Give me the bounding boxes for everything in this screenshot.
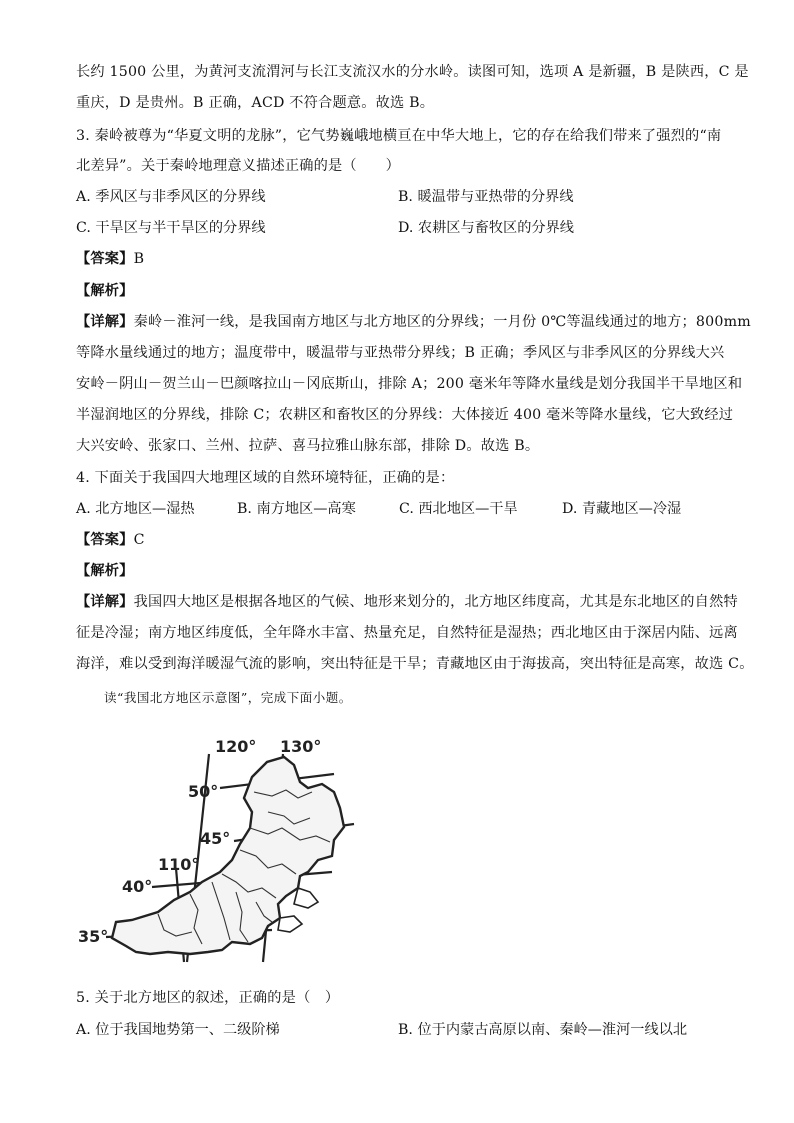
north-china-map [72,732,372,972]
question-3-stem: 北差异”。关于秦岭地理意义描述正确的是（ ） [76,158,400,174]
q3-detail-line: 半湿润地区的分界线，排除 C；农耕区和畜牧区的分界线：大体接近 400 毫米等降水量线，它大致经过 [76,407,734,423]
analysis-tag: 【解析】 [76,563,134,579]
q4-option-c: C. 西北地区—干旱 [399,501,518,517]
q4-detail-line [76,592,738,612]
q3-option-a: A. 季风区与非季风区的分界线 [76,189,266,205]
label-lat-35: 35° [78,927,109,946]
q3-option-b: B. 暖温带与亚热带的分界线 [398,189,574,205]
analysis-tag: 【解析】 [76,283,134,299]
label-lon-130: 130° [280,737,322,756]
q4-option-b: B. 南方地区—高寒 [237,501,356,517]
q3-option-d: D. 农耕区与畜牧区的分界线 [398,220,574,236]
q3-option-c: C. 干旱区与半干旱区的分界线 [76,220,266,236]
q4-option-a: A. 北方地区—湿热 [76,501,195,517]
coast-outline [278,916,302,932]
paragraph-line: 重庆，D 是贵州。B 正确，ACD 不符合题意。故选 B。 [76,95,435,111]
q4-detail-line: 征是冷湿；南方地区纬度低，全年降水丰富、热量充足，自然特征是湿热；西北地区由于深居内陆、远离 [76,625,738,641]
q5-option-b: B. 位于内蒙古高原以南、秦岭—淮河一线以北 [398,1022,688,1038]
q3-analysis-tag [76,281,134,301]
q3-detail-line: 大兴安岭、张家口、兰州、拉萨、喜马拉雅山脉东部，排除 D。故选 B。 [76,438,540,454]
detail-tag: 【详解】 [76,594,134,610]
label-lat-50: 50° [188,782,219,801]
label-lon-120: 120° [215,737,257,756]
detail-text: 秦岭－淮河一线，是我国南方地区与北方地区的分界线；一月份 0℃等温线通过的地方；800mm [133,314,751,330]
label-lat-45: 45° [200,829,231,848]
peninsula-outline [294,888,318,908]
q4-answer [76,530,145,550]
q4-detail-line: 海洋，难以受到海洋暖湿气流的影响，突出特征是干旱；青藏地区由于海拔高，突出特征是高寒，故选 C。 [76,656,754,672]
q3-detail-line: 等降水量线通过的地方；温度带中，暖温带与亚热带分界线；B 正确；季风区与非季风区的分界线大兴 [76,345,725,361]
paragraph-line: 长约 1500 公里，为黄河支流渭河与长江支流汉水的分水岭。读图可知，选项 A 是新疆，B 是陕西，C 是 [76,64,749,80]
q3-detail-line: 安岭－阴山－贺兰山－巴颜喀拉山－冈底斯山，排除 A；200 毫米年等降水量线是划分我国半干旱地区和 [76,376,743,392]
question-3-stem: 3. 秦岭被尊为“华夏文明的龙脉”，它气势巍峨地横亘在中华大地上，它的存在给我们带来了强烈的“南 [76,128,722,144]
detail-text: 我国四大地区是根据各地区的气候、地形来划分的，北方地区纬度高，尤其是东北地区的自然特 [133,594,738,610]
q4-option-d: D. 青藏地区—冷湿 [562,501,682,517]
detail-tag: 【详解】 [76,314,134,330]
label-lon-110: 110° [158,855,200,874]
q3-detail-line [76,312,751,332]
q5-option-a: A. 位于我国地势第一、二级阶梯 [76,1022,280,1038]
figure-caption: 读“我国北方地区示意图”，完成下面小题。 [104,690,352,705]
question-4-stem: 4. 下面关于我国四大地理区域的自然环境特征，正确的是： [76,470,455,486]
q3-answer [76,249,144,269]
answer-value: C [133,532,145,548]
answer-tag: 【答案】 [76,251,134,267]
question-5-stem: 5. 关于北方地区的叙述，正确的是（ ） [76,990,340,1006]
answer-value: B [133,251,145,267]
q4-analysis-tag [76,561,134,581]
label-lat-40: 40° [122,877,153,896]
answer-tag: 【答案】 [76,532,134,548]
